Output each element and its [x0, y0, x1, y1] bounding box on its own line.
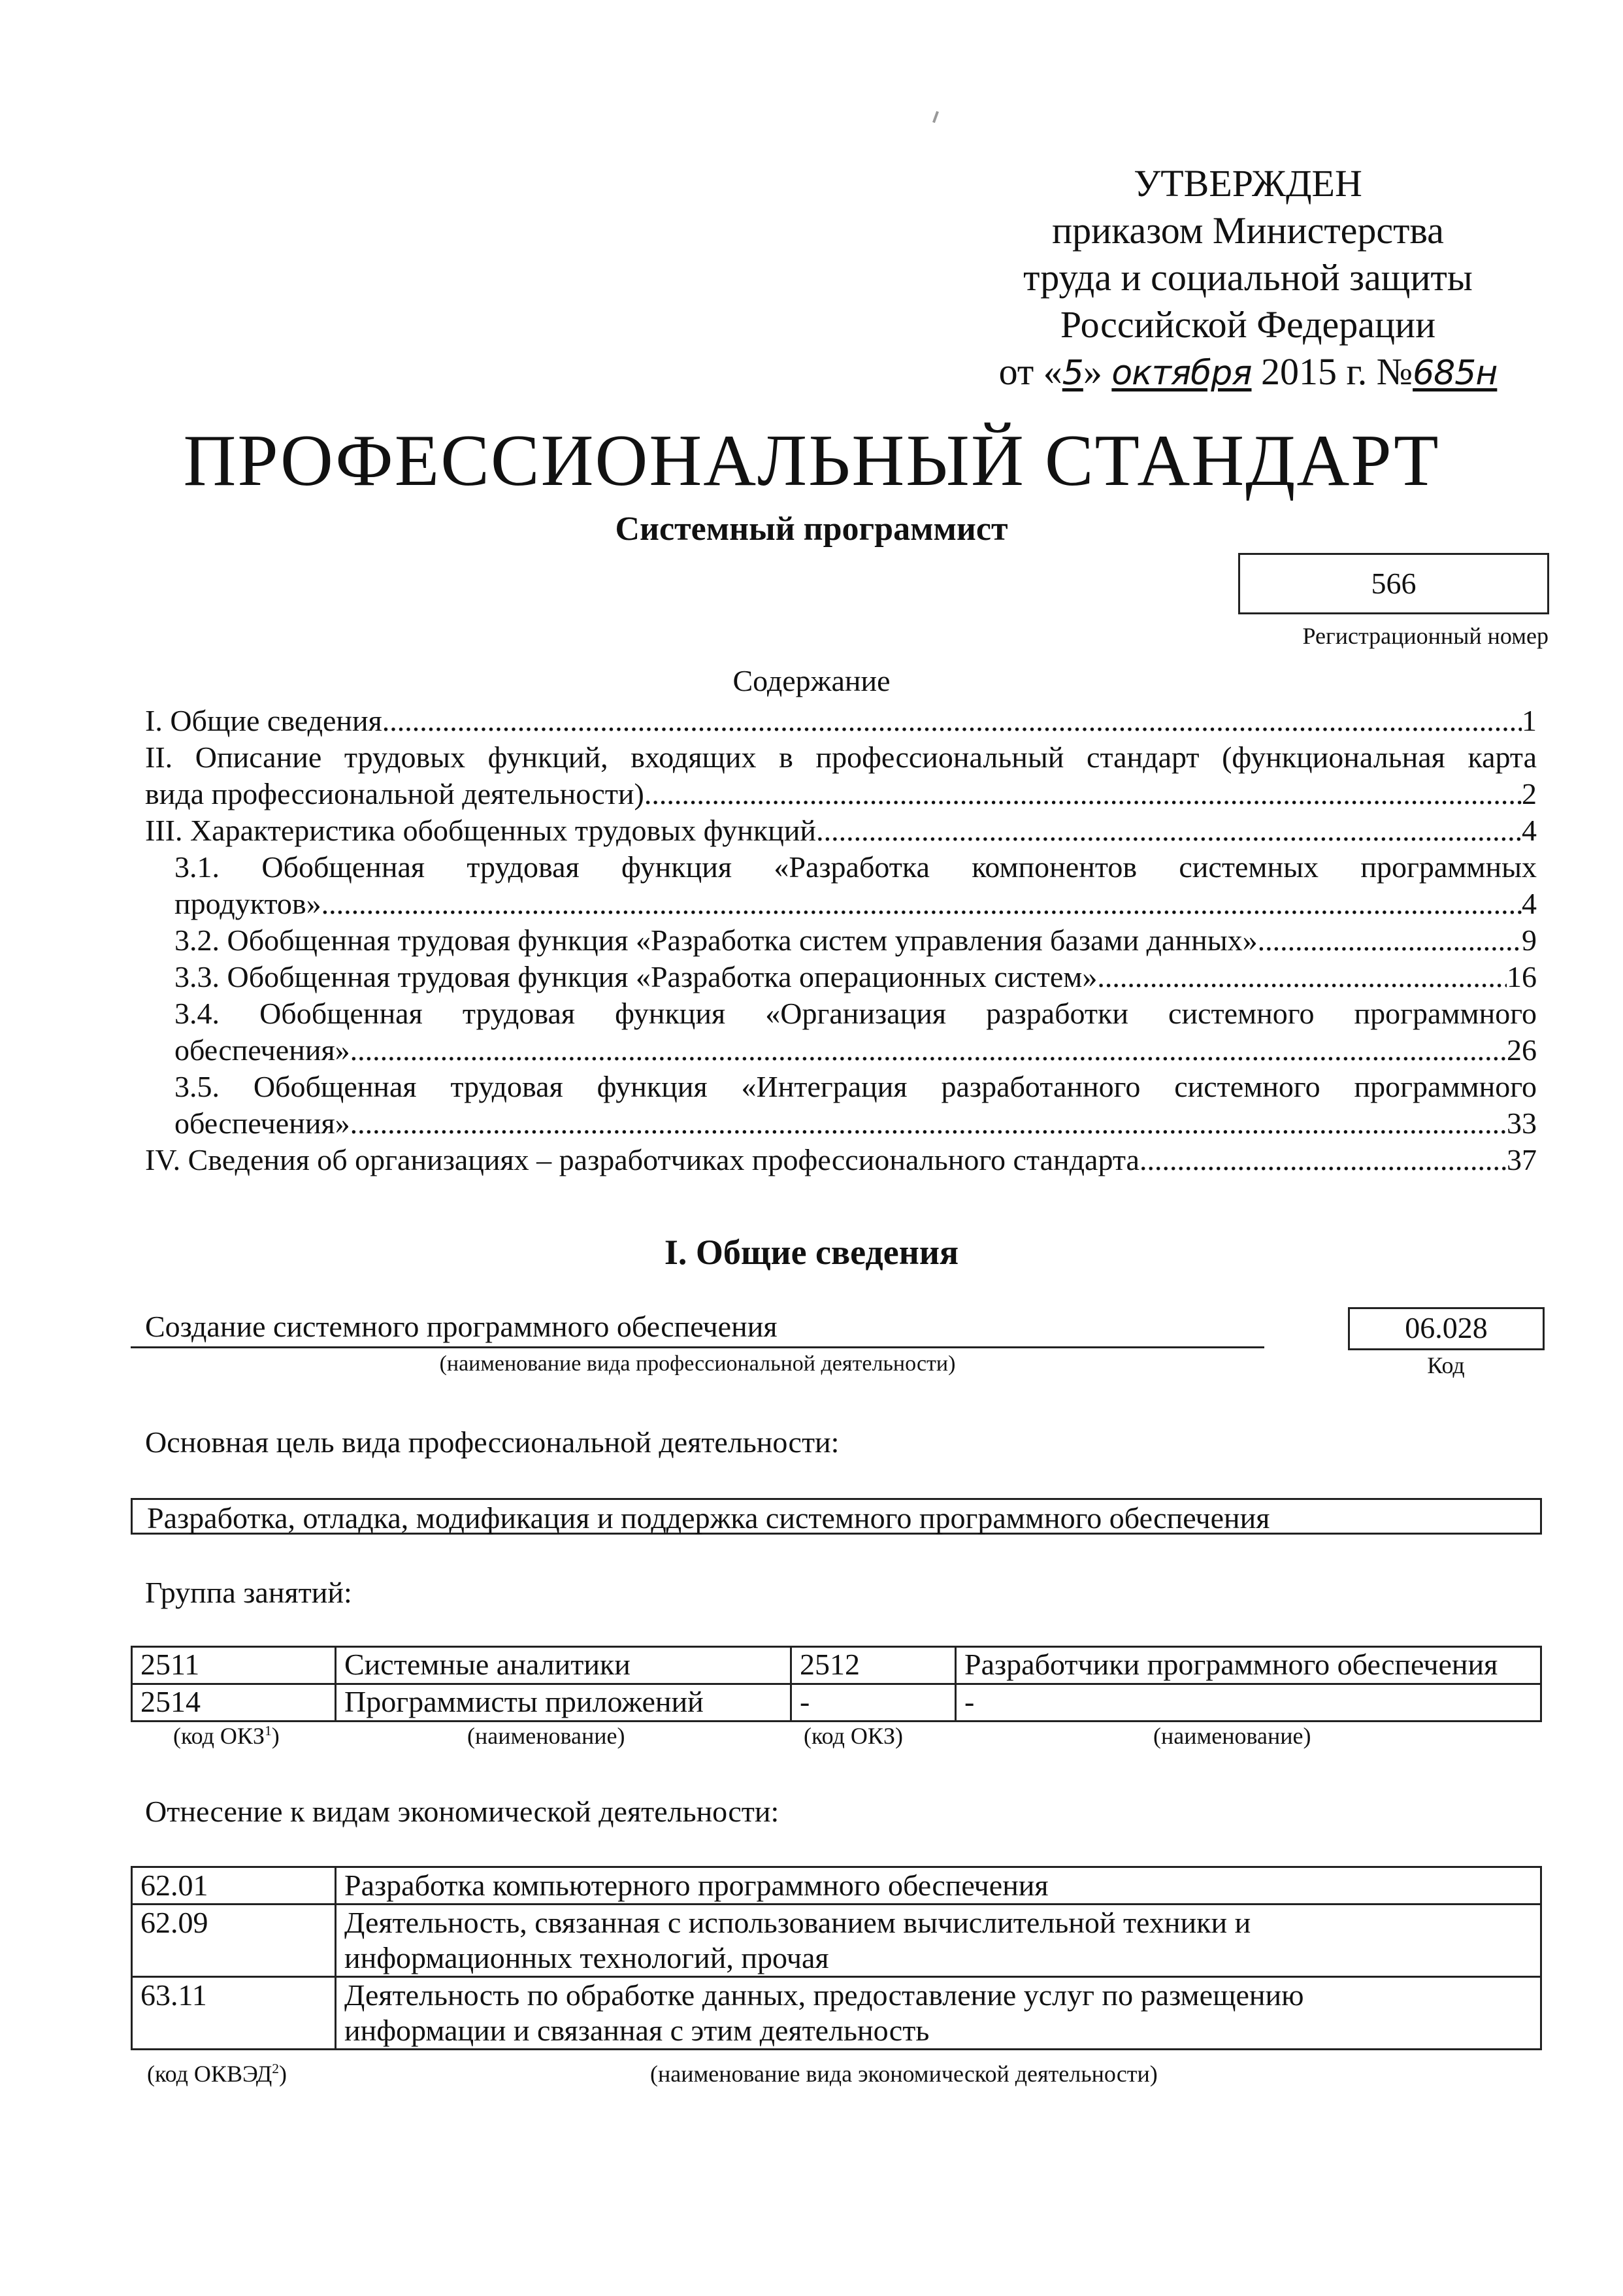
econ-activity-name-cell: Деятельность, связанная с использованием вычислительной техники и информационных технологий, прочая: [336, 1905, 1541, 1977]
table-row: [132, 1684, 1541, 1722]
table-row: [132, 1647, 1541, 1684]
okved-code-cell: 62.09: [132, 1905, 336, 1977]
toc-item[interactable]: [145, 922, 1537, 959]
occupation-name-cell: Разработчики программного обеспечения: [956, 1647, 1541, 1684]
toc-item-text: 3.2. Обобщенная трудовая функция «Разработка систем управления базами данных»: [174, 923, 1258, 957]
econ-activity-name-cell: Деятельность по обработке данных, предоставление услуг по размещению информации и связанная с этим деятельность: [336, 1977, 1541, 2050]
econ-activity-name-caption: (наименование вида экономической деятельности): [650, 2061, 1158, 2087]
occupation-name-caption-2: (наименование): [1153, 1723, 1311, 1749]
activity-kind-code-caption: Код: [1427, 1352, 1465, 1378]
approval-line-1: УТВЕРЖДЕН: [1134, 162, 1362, 205]
document-title: ПРОФЕССИОНАЛЬНЫЙ СТАНДАРТ: [183, 420, 1440, 501]
toc-item[interactable]: [145, 886, 1537, 922]
group-label: Группа занятий:: [145, 1576, 352, 1609]
okved-code-cell: 63.11: [132, 1977, 336, 2050]
toc-heading: Содержание: [732, 664, 891, 697]
goal-label: Основная цель вида профессиональной деятельности:: [145, 1425, 840, 1459]
toc-item-page: 16: [1507, 960, 1537, 993]
activity-kind-caption: (наименование вида профессиональной деятельности): [439, 1352, 956, 1376]
section-heading: I. Общие сведения: [664, 1233, 959, 1272]
occupation-name-caption: (наименование): [467, 1723, 625, 1749]
toc-item-page: 37: [1507, 1143, 1537, 1176]
okz-code-caption-2: (код ОКЗ): [804, 1723, 903, 1749]
okz-code-cell: -: [791, 1684, 956, 1722]
toc-item[interactable]: [145, 1105, 1537, 1142]
econ-activity-label: Отнесение к видам экономической деятельности:: [145, 1795, 779, 1828]
occupation-name-cell: Системные аналитики: [336, 1647, 791, 1684]
econ-activity-table: [131, 1866, 1542, 2050]
approval-block: [980, 160, 1516, 397]
toc-item-line1: 3.4. Обобщенная трудовая функция «Организация разработки системного программного: [174, 997, 1537, 1030]
date-day-handwritten: 5: [1062, 354, 1083, 393]
okz-code-cell: 2514: [132, 1684, 336, 1722]
table-row: [132, 1977, 1541, 2050]
activity-kind-name: Создание системного программного обеспечения: [131, 1307, 1264, 1348]
occupation-name-cell: Программисты приложений: [336, 1684, 791, 1722]
okz-code-cell: 2511: [132, 1647, 336, 1684]
toc-item-text: IV. Сведения об организациях – разработчиках профессионального стандарта: [145, 1143, 1139, 1176]
toc-leader: [644, 776, 1522, 812]
toc-item-text: обеспечения»: [174, 1106, 350, 1140]
toc-item-page: 26: [1507, 1033, 1537, 1067]
toc-item-line1: II. Описание трудовых функций, входящих в профессиональный стандарт (функциональная карта: [145, 740, 1537, 774]
toc-item-text: обеспечения»: [174, 1033, 350, 1067]
toc-item-text: III. Характеристика обобщенных трудовых функций: [145, 814, 817, 847]
registration-number-label: Регистрационный номер: [1302, 623, 1549, 649]
order-number-handwritten: 685н: [1413, 354, 1498, 393]
toc-leader: [1258, 922, 1522, 959]
date-prefix: от «: [998, 350, 1062, 393]
okz-code-caption: (код ОКЗ$^1$): [173, 1723, 280, 1749]
toc-leader: [1097, 959, 1507, 995]
toc-item-text: 3.3. Обобщенная трудовая функция «Разработка операционных систем»: [174, 960, 1098, 993]
toc-leader: [321, 886, 1522, 922]
okz-code-cell: 2512: [791, 1647, 956, 1684]
toc-item-line1: 3.5. Обобщенная трудовая функция «Интеграция разработанного системного программного: [174, 1070, 1537, 1103]
toc-item-page: 2: [1522, 777, 1537, 810]
toc-item[interactable]: [145, 776, 1537, 812]
toc-item-page: 33: [1507, 1106, 1537, 1140]
toc-item[interactable]: [145, 959, 1537, 995]
econ-activity-name-cell: Разработка компьютерного программного обеспечения: [336, 1867, 1541, 1905]
toc-item[interactable]: [145, 1142, 1537, 1178]
registration-number-box: 566: [1238, 553, 1549, 614]
toc-leader: [816, 812, 1522, 849]
toc-item-line1: 3.1. Обобщенная трудовая функция «Разработка компонентов системных программных: [174, 850, 1537, 884]
okved-code-cell: 62.01: [132, 1867, 336, 1905]
toc-item[interactable]: [145, 1032, 1537, 1069]
toc-item[interactable]: [145, 703, 1537, 739]
document-subtitle: Системный программист: [615, 510, 1008, 548]
toc-leader: [350, 1032, 1507, 1069]
toc-item-page: 9: [1522, 923, 1537, 957]
occupation-name-cell: -: [956, 1684, 1541, 1722]
toc-item-page: 1: [1522, 704, 1537, 737]
toc-item-text: продуктов»: [174, 887, 321, 920]
toc-leader: [350, 1105, 1507, 1142]
approval-line-3: труда и социальной защиты: [1023, 256, 1473, 299]
approval-line-2: приказом Министерства: [1052, 209, 1444, 252]
toc-item-page: 4: [1522, 814, 1537, 847]
toc-item-text: I. Общие сведения: [145, 704, 382, 737]
scan-artifact: [932, 111, 939, 123]
table-row: [132, 1867, 1541, 1905]
toc-leader: [382, 703, 1522, 739]
toc-item[interactable]: [145, 812, 1537, 849]
toc-item-page: 4: [1522, 887, 1537, 920]
goal-text-box: Разработка, отладка, модификация и поддержка системного программного обеспечения: [131, 1498, 1542, 1535]
activity-kind-code: 06.028: [1348, 1307, 1545, 1350]
table-row: [132, 1905, 1541, 1977]
approval-line-4: Российской Федерации: [1060, 303, 1436, 346]
date-month-handwritten: октября: [1111, 354, 1252, 393]
table-of-contents: [145, 703, 1537, 1178]
approval-date-line: [980, 348, 1516, 397]
occupation-group-table: [131, 1646, 1542, 1722]
date-mid: »: [1083, 350, 1112, 393]
toc-leader: [1139, 1142, 1507, 1178]
date-year: 2015 г. №: [1251, 350, 1413, 393]
toc-item-text: вида профессиональной деятельности): [145, 777, 644, 810]
okved-code-caption: (код ОКВЭД$^2$): [147, 2061, 287, 2087]
